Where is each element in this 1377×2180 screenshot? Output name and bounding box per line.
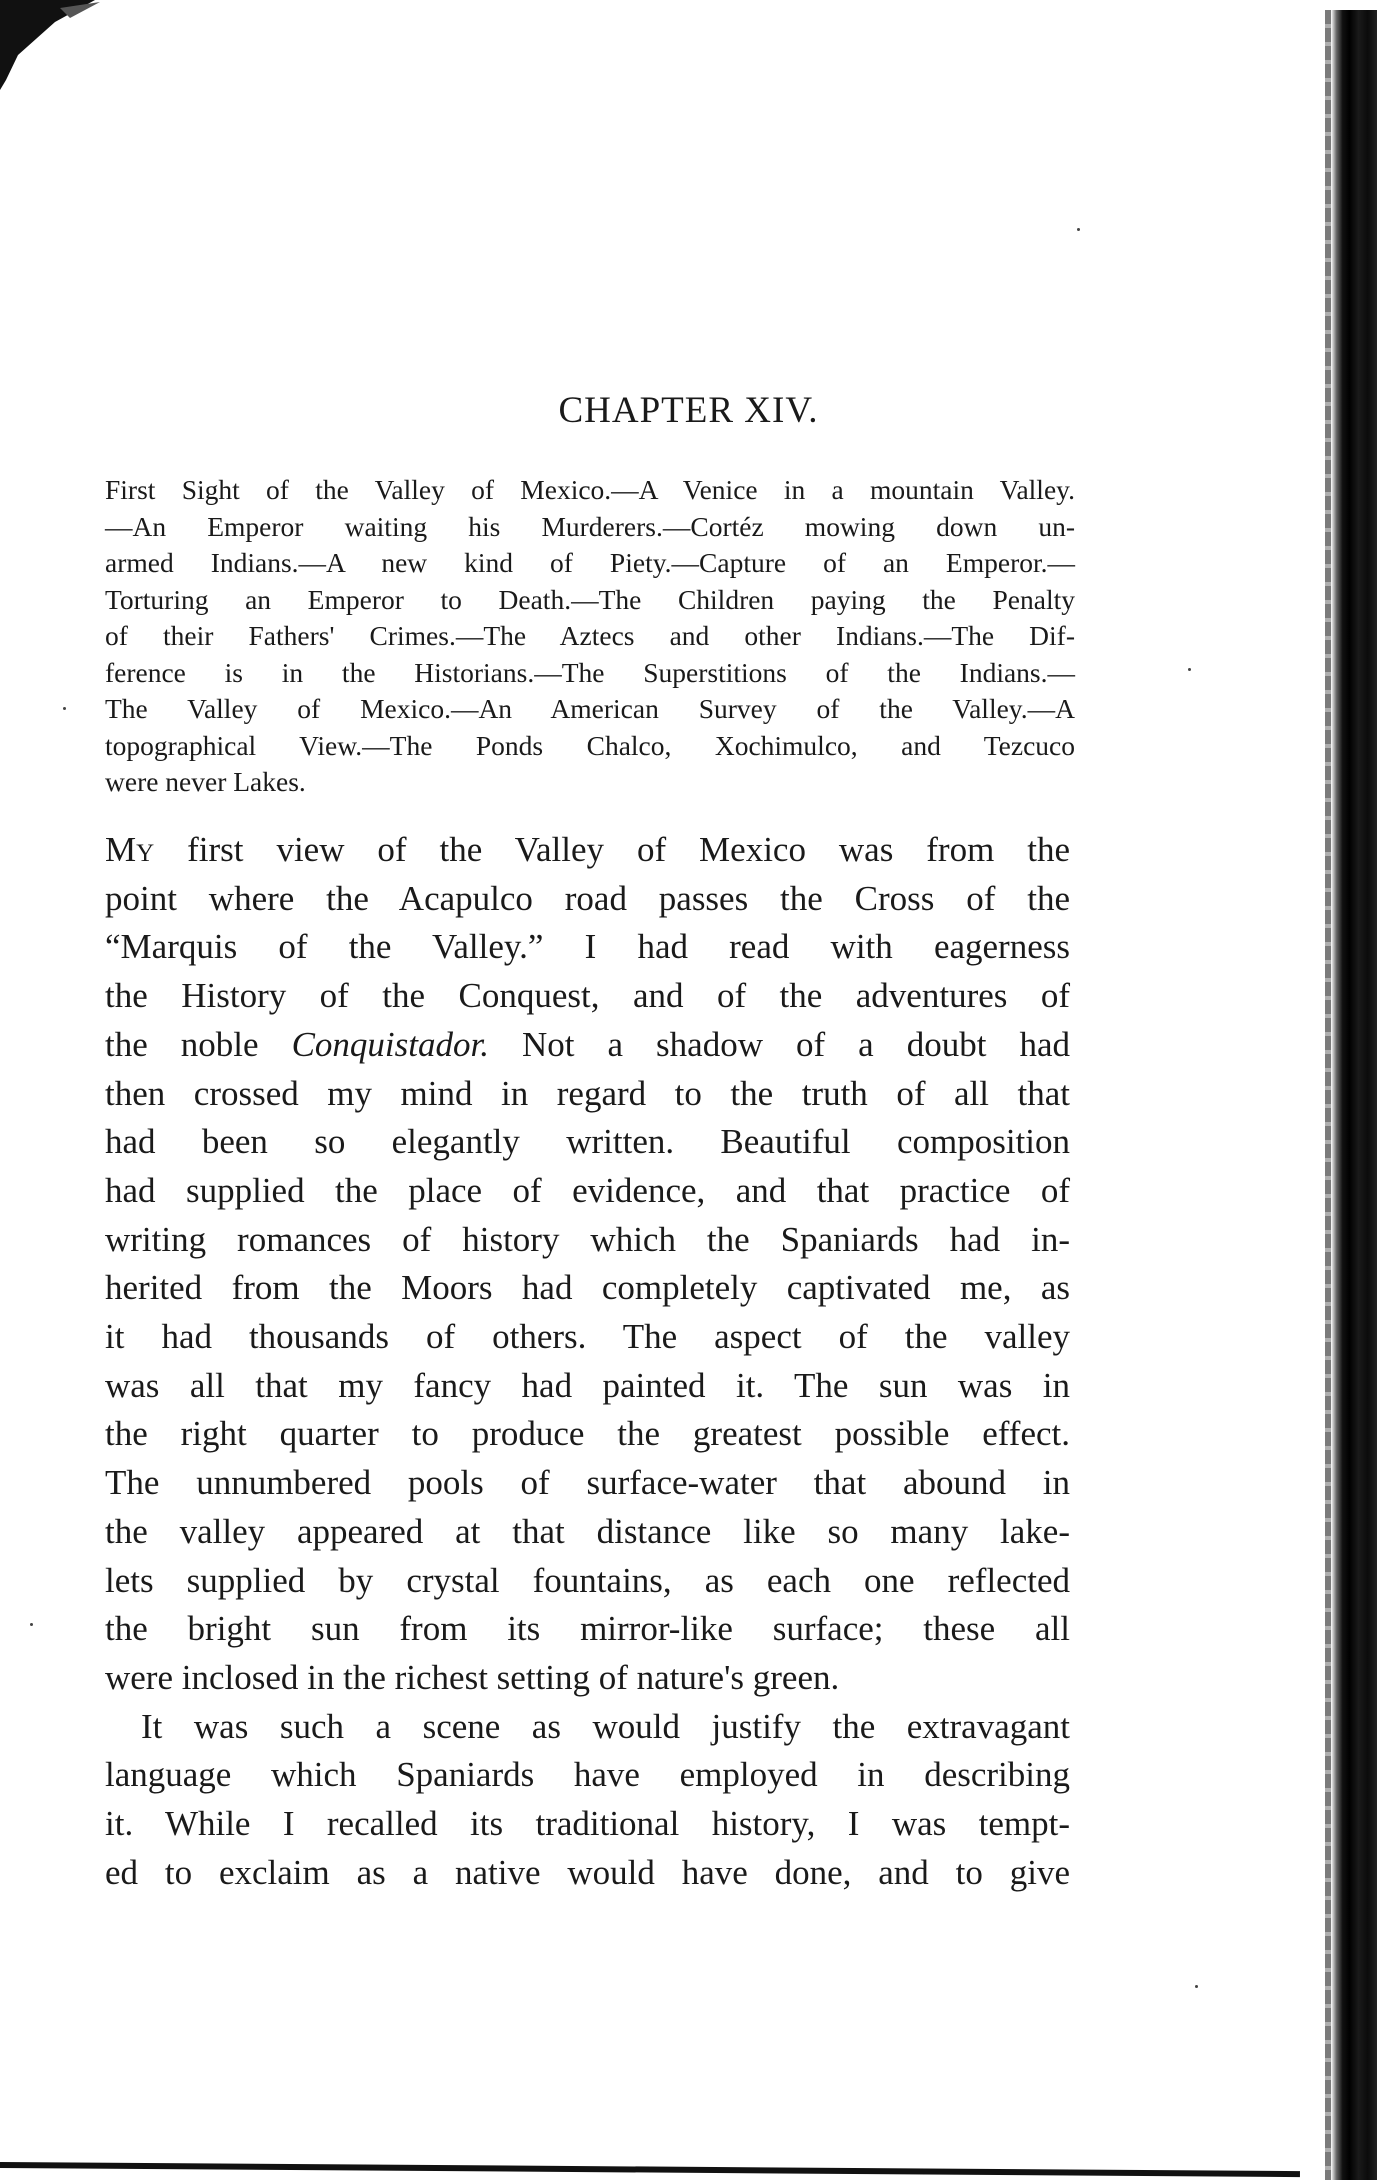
scan-speck bbox=[1188, 668, 1191, 671]
scan-speck bbox=[1195, 1985, 1198, 1988]
body-text bbox=[105, 826, 1070, 1897]
summary-line: Torturing an Emperor to Death.—The Children paying the Penalty bbox=[105, 583, 1075, 615]
paragraph-line: The unnumbered pools of surface-water that abound in bbox=[105, 1463, 1070, 1503]
page-bottom-edge bbox=[0, 2162, 1300, 2177]
paragraph-line: the bright sun from its mirror-like surface; these all bbox=[105, 1609, 1070, 1649]
paragraph-line: writing romances of history which the Spaniards had in- bbox=[105, 1219, 1070, 1259]
paragraph-line-text: first view of the Valley of Mexico was from the bbox=[154, 830, 1070, 869]
chapter-summary bbox=[105, 472, 1075, 801]
italic-term: Conquistador. bbox=[291, 1024, 489, 1064]
paragraph-line: had been so elegantly written. Beautiful composition bbox=[105, 1122, 1070, 1162]
summary-line: were never Lakes. bbox=[105, 766, 306, 797]
page-binding-edge bbox=[1331, 10, 1377, 2180]
summary-line: ference is in the Historians.—The Superstitions of the Indians.— bbox=[105, 656, 1075, 688]
paragraph-line: herited from the Moors had completely captivated me, as bbox=[105, 1268, 1070, 1308]
chapter-title: CHAPTER XIV. bbox=[558, 390, 819, 431]
summary-line: of their Fathers' Crimes.—The Aztecs and other Indians.—The Dif- bbox=[105, 620, 1075, 651]
paragraph-line: lets supplied by crystal fountains, as each one reflected bbox=[105, 1560, 1070, 1600]
paragraph-line: then crossed my mind in regard to the truth of all that bbox=[105, 1073, 1070, 1113]
summary-line: armed Indians.—A new kind of Piety.—Capture of an Emperor.— bbox=[105, 547, 1075, 578]
paragraph-line: the History of the Conquest, and of the adventures of bbox=[105, 976, 1070, 1016]
paragraph-line: the right quarter to produce the greatest possible effect. bbox=[105, 1414, 1070, 1454]
scan-corner-mark bbox=[0, 0, 120, 100]
paragraph-line: ed to exclaim as a native would have done, and to give bbox=[105, 1852, 1070, 1892]
summary-line: The Valley of Mexico.—An American Survey of the Valley.—A bbox=[105, 693, 1075, 724]
paragraph-line: was all that my fancy had painted it. The sun was in bbox=[105, 1365, 1070, 1405]
paragraph-line: point where the Acapulco road passes the Cross of the bbox=[105, 878, 1070, 918]
paragraph-line: It was such a scene as would justify the extravagant bbox=[141, 1706, 1070, 1746]
paragraph-line: language which Spaniards have employed in describing bbox=[105, 1755, 1070, 1795]
paragraph-line: the valley appeared at that distance like so many lake- bbox=[105, 1511, 1070, 1551]
scan-speck bbox=[30, 1623, 33, 1626]
scan-speck bbox=[1077, 228, 1080, 231]
paragraph-line: were inclosed in the richest setting of nature's green. bbox=[105, 1657, 840, 1697]
paragraph-line: it had thousands of others. The aspect of the valley bbox=[105, 1317, 1070, 1357]
paragraph-line-text: the noble bbox=[105, 1024, 292, 1064]
summary-line: topographical View.—The Ponds Chalco, Xochimulco, and Tezcuco bbox=[105, 729, 1075, 761]
paragraph-line bbox=[105, 1021, 1070, 1070]
paragraph-line-text: Not a shadow of a doubt had bbox=[521, 1024, 1070, 1064]
summary-line: —An Emperor waiting his Murderers.—Cortéz mowing down un- bbox=[105, 510, 1075, 542]
paragraph-line: it. While I recalled its traditional history, I was tempt- bbox=[105, 1804, 1070, 1844]
summary-line: First Sight of the Valley of Mexico.—A Venice in a mountain Valley. bbox=[105, 474, 1075, 505]
paragraph-line: had supplied the place of evidence, and that practice of bbox=[105, 1170, 1070, 1210]
paragraph-dropcap: My bbox=[105, 830, 155, 869]
paragraph-line bbox=[105, 826, 1070, 875]
scan-speck bbox=[63, 707, 66, 710]
paragraph-line: “Marquis of the Valley.” I had read with eagerness bbox=[105, 927, 1070, 967]
